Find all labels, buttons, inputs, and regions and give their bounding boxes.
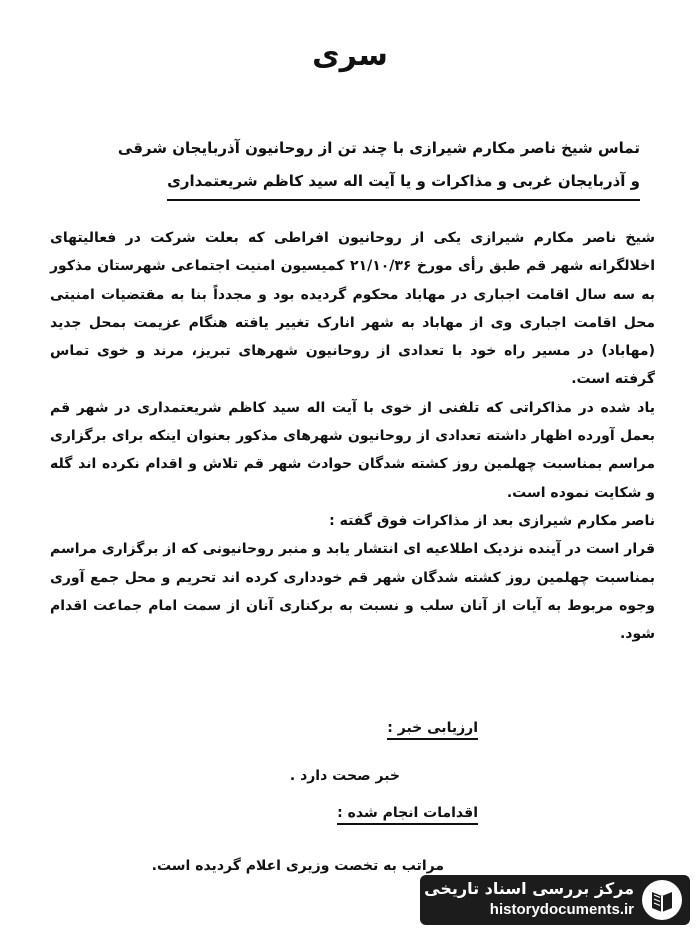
- source-evaluation-label: ارزیابی خبر :: [387, 720, 478, 736]
- document-body: [50, 224, 655, 648]
- body-paragraph-1: شیخ ناصر مکارم شیرازی یکی از روحانیون افراطی که بعلت شرکت در فعالیتهای اخلالگرانه شهر قم طبق رأی مورخ ۲۱/۱۰/۳۶ کمیسیون امنیت اجتماعی شهرستان مذکور به سه سال اقامت اجباری در مهاباد محکوم گردیده بود و مجدداً بنا به مقتضیات امنیتی محل اقامت اجباری وی از مهاباد به شهر انارک تغییر یافته هنگام عزیمت بمحل جدید (مهاباد) در مسیر راه خود با تعدادی از روحانیون شهرهای تبریز، مرند و خوی تماس گرفته است.: [50, 230, 655, 388]
- watermark-url[interactable]: historydocuments.ir: [489, 901, 634, 918]
- watermark-name: مرکز بررسی اسناد تاریخی: [424, 879, 634, 898]
- subject-line-2: و آذربایجان غربی و مذاکرات و یا آیت اله سید کاظم شریعتمداری: [167, 165, 640, 201]
- body-paragraph-4: قرار است در آینده نزدیک اطلاعیه ای انتشار یابد و منبر روحانیونی که از برگزاری مراسم بمناسبت چهلمین روز کشته شدگان شهر قم خودداری کرده اند تحریم و محل جمع آوری وجوه مربوط به آیات از آنان سلب و نسبت به برکناری آنان از سمت امام جماعت اقدام شود.: [50, 541, 655, 643]
- document-title: سری: [312, 38, 388, 73]
- subject-line-1: تماس شیخ ناصر مکارم شیرازی با چند تن از روحانیون آذربایجان شرقی: [117, 139, 640, 157]
- actions-taken-label: اقدامات انجام شده :: [337, 805, 478, 821]
- watermark: [420, 875, 690, 925]
- body-paragraph-2: یاد شده در مذاکراتی که تلفنی از خوی با آیت اله سید کاظم شریعتمداری در شهر قم بعمل آورده اظهار داشته تعدادی از روحانیون شهرهای مذکور بعنوان اینکه برای برگزاری مراسم بمناسبت چهلمین روز کشته شدگان حوادث شهر قم تلاش و اقدام نکرده اند گله و شکایت نموده است.: [50, 399, 655, 501]
- source-evaluation-value: خبر صحت دارد .: [289, 768, 400, 784]
- document-subject: [70, 132, 640, 201]
- body-paragraph-3: ناصر مکارم شیرازی بعد از مذاکرات فوق گفته :: [329, 512, 655, 529]
- actions-taken-value: مراتب به تخصت وزیری اعلام گردیده است.: [151, 858, 444, 874]
- book-logo-icon: [640, 878, 684, 922]
